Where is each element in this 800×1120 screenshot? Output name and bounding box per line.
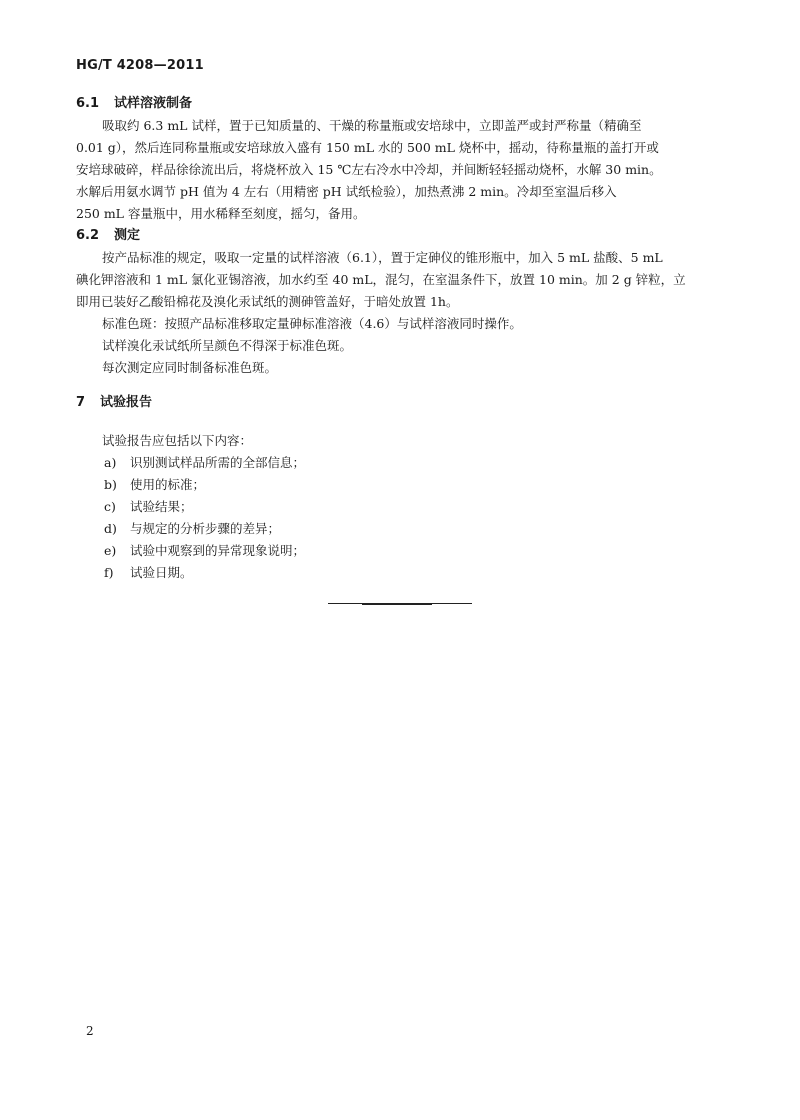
list-item-text: 试验中观察到的异常现象说明； <box>130 543 306 558</box>
list-item-text: 识别测试样品所需的全部信息； <box>130 455 306 470</box>
section-6-1-title: 试样溶液制备 <box>114 96 193 111</box>
section-6-1-heading <box>76 93 724 115</box>
list-item-marker: a) <box>104 455 117 470</box>
page-number: 2 <box>86 1024 94 1038</box>
list-item <box>76 452 724 474</box>
list-item <box>76 518 724 540</box>
section-7-intro: 试验报告应包括以下内容： <box>102 433 253 448</box>
section-6-2-note: 标准色斑：按照产品标准移取定量砷标准溶液（4.6）与试样溶液同时操作。 <box>102 316 522 331</box>
end-of-document-rule-center <box>362 603 432 605</box>
section-6-2-heading <box>76 225 724 247</box>
section-6-2-title: 测定 <box>114 228 141 243</box>
section-7-number: 7 <box>76 395 86 410</box>
list-item-marker: d) <box>104 521 117 536</box>
section-6-2-note: 每次测定应同时制备标准色斑。 <box>102 360 278 375</box>
section-6-1-line: 250 mL 容量瓶中，用水稀释至刻度，摇匀，备用。 <box>76 206 366 221</box>
section-7-heading <box>76 392 724 414</box>
list-item <box>76 562 724 584</box>
list-item <box>76 540 724 562</box>
section-6-2-line: 按产品标准的规定，吸取一定量的试样溶液（6.1），置于定砷仪的锥形瓶中，加入 5 mL 盐酸、5 mL <box>102 250 663 265</box>
list-item-text: 试验日期。 <box>130 565 193 580</box>
list-item <box>76 474 724 496</box>
section-7 <box>76 392 724 584</box>
section-6-1-line: 吸取约 6.3 mL 试样，置于已知质量的、干燥的称量瓶或安培球中，立即盖严或封严称量（精确至 <box>102 118 642 133</box>
section-6-2-note: 试样溴化汞试纸所呈颜色不得深于标准色斑。 <box>102 338 353 353</box>
section-6-2-line: 碘化钾溶液和 1 mL 氯化亚锡溶液，加水约至 40 mL，混匀，在室温条件下，放置 10 min。加 2 g 锌粒，立 <box>76 272 686 287</box>
list-item-marker: e) <box>104 543 117 558</box>
list-item-marker: f) <box>104 565 114 580</box>
section-6-1-line: 安培球破碎，样品徐徐流出后，将烧杯放入 15 ℃左右冷水中冷却，并间断轻轻摇动烧杯，水解 30 min。 <box>76 162 662 177</box>
section-6-1-line: 水解后用氨水调节 pH 值为 4 左右（用精密 pH 试纸检验），加热煮沸 2 min。冷却至室温后移入 <box>76 184 617 199</box>
list-item-text: 使用的标准； <box>130 477 206 492</box>
section-6-1-line: 0.01 g），然后连同称量瓶或安培球放入盛有 150 mL 水的 500 mL 烧杯中，摇动，待称量瓶的盖打开或 <box>76 140 659 155</box>
section-6-1-number: 6.1 <box>76 96 100 111</box>
section-6-1 <box>76 93 724 225</box>
list-item-marker: c) <box>104 499 116 514</box>
list-item <box>76 496 724 518</box>
section-6-2-number: 6.2 <box>76 228 100 243</box>
section-6-2-line: 即用已装好乙酸铅棉花及溴化汞试纸的测砷管盖好，于暗处放置 1h。 <box>76 294 459 309</box>
section-6-2 <box>76 225 724 379</box>
section-7-title: 试验报告 <box>100 395 153 410</box>
standard-code-header: HG/T 4208—2011 <box>76 58 204 73</box>
list-item-text: 与规定的分析步骤的差异； <box>130 521 281 536</box>
list-item-marker: b) <box>104 477 117 492</box>
list-item-text: 试验结果； <box>130 499 193 514</box>
